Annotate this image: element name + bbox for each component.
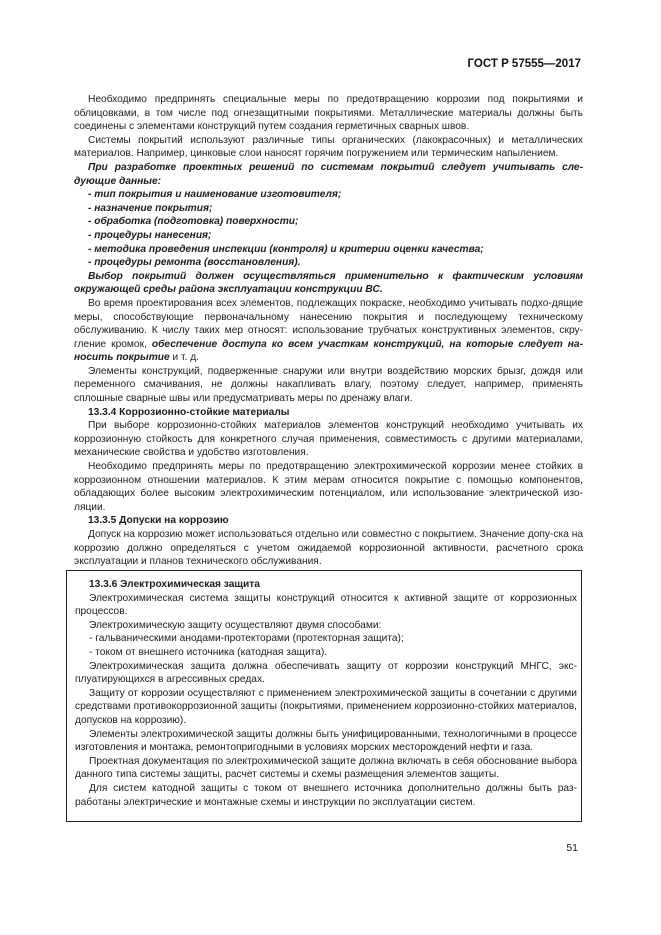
paragraph: Для систем катодной защиты с током от внешнего источника дополнительно должны быть раз-работаны электрические и монтажные схемы и инструкции по эксплуатации систем. (75, 782, 577, 808)
paragraph: При выборе коррозионно-стойких материалов элементов конструкций необходимо учитывать их коррозионную стойкость для конкретного случая применения, совместимость с другими материалами, механические свойства и удобство изготовления. (74, 420, 583, 459)
text-run-emphasis: обеспечение доступа ко всем участкам конструкций, на которые следует на-носить покрытие (74, 338, 583, 364)
list-item: - тип покрытия и наименование изготовителя; (88, 189, 342, 201)
paragraph: Электрохимическая система защиты конструкций относится к активной защите от коррозионных процессов. (75, 592, 577, 618)
section-heading: 13.3.4 Коррозионно-стойкие материалы (88, 406, 290, 418)
document-id: ГОСТ Р 57555—2017 (467, 58, 581, 70)
section-heading: 13.3.5 Допуски на коррозию (88, 515, 229, 527)
paragraph: Электрохимическую защиту осуществляют двумя способами: (89, 619, 382, 631)
list-item: - обработка (подготовка) поверхности; (88, 216, 299, 228)
paragraph-emphasis: При разработке проектных решений по системам покрытий следует учитывать сле-дующие данные: (74, 161, 583, 187)
list-item: - процедуры нанесения; (88, 229, 212, 241)
paragraph: Защиту от коррозии осуществляют с применением электрохимической защиты в сочетании с другими средствами противокоррозионной защиты (покрытиями, применением коррозионно-стойких материалов, допусков на коррозию). (75, 687, 577, 726)
paragraph: Необходимо предпринять меры по предотвращению электрохимической коррозии менее стойких в коррозионном отношении материалов. К этим мерам относится покрытие с помощью компонентов, обладающих более высоким электрохимическим потенциалом, или использование электрической изо-ляции. (74, 461, 583, 513)
main-text (74, 93, 583, 569)
paragraph: Электрохимическая защита должна обеспечивать защиту от коррозии конструкций МНГС, экс-плуатирующихся в агрессивных средах. (75, 660, 577, 686)
paragraph (74, 297, 583, 365)
paragraph: Необходимо предпринять специальные меры по предотвращению коррозии под покрытиями и облицовками, в том числе под огнезащитными покрытиями. Металлические материалы должны быть соединены с элементами конструкций путем создания герметичных сварных швов. (74, 94, 583, 133)
coating-data-list (74, 188, 583, 270)
list-item: - процедуры ремонта (восстановления). (88, 257, 301, 269)
text-run: и т. д. (169, 352, 200, 364)
list-item: - гальваническими анодами-протекторами (протекторная защита); (89, 633, 404, 645)
paragraph: Проектная документация по электрохимической защите должна включать в себя обоснование выбора данного типа системы защиты, расчет системы и схемы размещения элементов защиты. (75, 755, 577, 781)
paragraph: Допуск на коррозию может использоваться отдельно или совместно с покрытием. Значение допу-ска на коррозию должно определяться с учетом ожидаемой коррозионной активности, расчетного срока эксплуатации и планов технического обслуживания. (74, 529, 583, 568)
paragraph: Системы покрытий используют различные типы органических (лакокрасочных) и металлических материалов. Например, цинковые слои наносят горячим погружением или термическим напылением. (74, 134, 583, 160)
page-number: 51 (566, 842, 578, 854)
paragraph-emphasis: Выбор покрытий должен осуществляться применительно к фактическим условиям окружающей среды района эксплуатации конструкции ВС. (74, 270, 583, 296)
paragraph: Элементы конструкций, подверженные снаружи или внутри воздействию морских брызг, дождя или переменного смачивания, не должны накапливать влагу, поэтому следует, например, применять сплошные сварные швы или предусматривать меры по дренажу влаги. (74, 365, 583, 405)
list-item: - назначение покрытия; (88, 202, 213, 214)
paragraph: Элементы электрохимической защиты должны быть унифицированными, технологичными в процессе изготовления и монтажа, ремонтопригодными в условиях морских месторождений нефти и газа. (75, 728, 577, 754)
list-item: - методика проведения инспекции (контроля) и критерии оценки качества; (88, 243, 484, 255)
framed-section (66, 570, 582, 822)
text-run: Во время проектирования всех элементов, подлежащих покраске, необходимо учитывать подхо-дящие меры, способствующие первоначальному нанесению покрытия и последующему техническому обслуживанию. К числу таких мер относят: использование трубчатых конструктивных элементов, скру-гление кромок, (74, 297, 583, 350)
section-heading: 13.3.6 Электрохимическая защита (89, 579, 260, 590)
list-item: - током от внешнего источника (катодная защита). (89, 646, 328, 658)
